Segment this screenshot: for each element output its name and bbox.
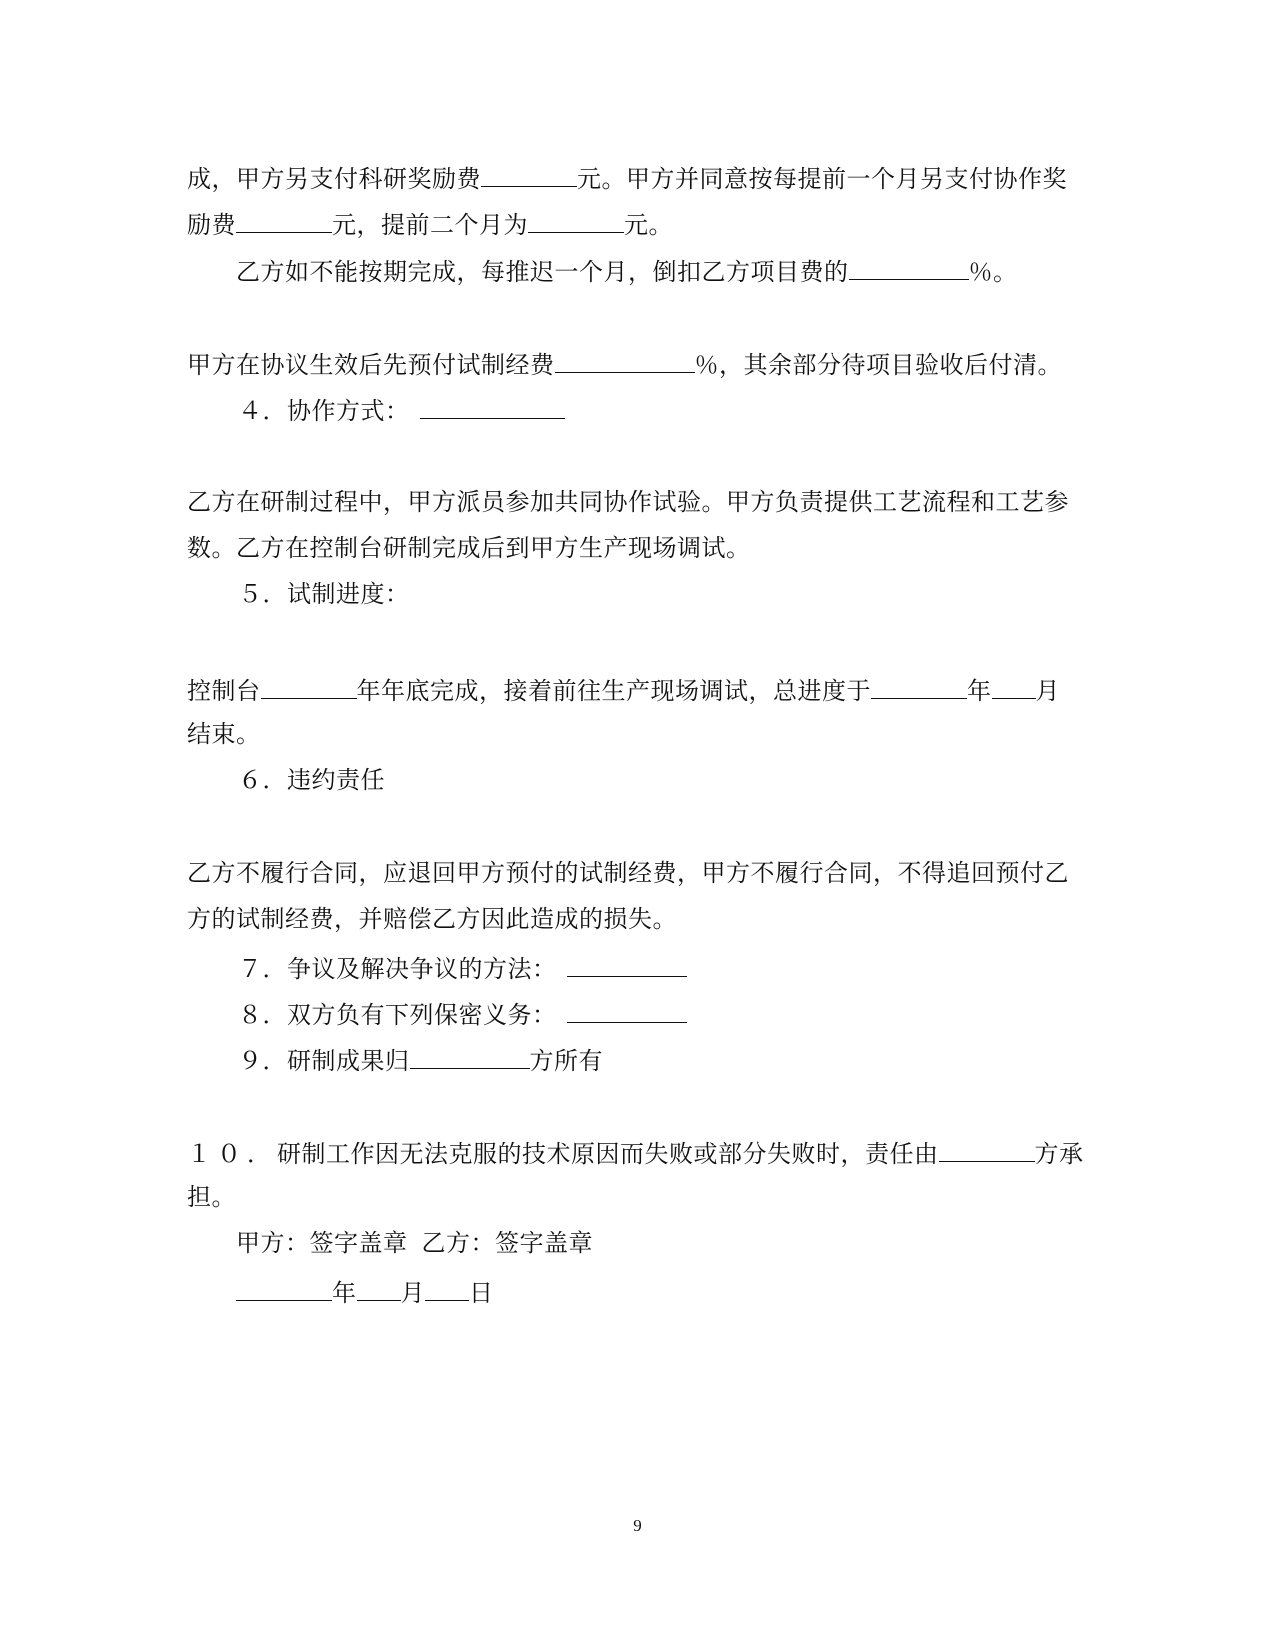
blank-field: [567, 996, 687, 1023]
blank-field: [481, 160, 577, 187]
section-title: 双方负有下列保密义务：: [287, 1001, 557, 1029]
text: 方承: [1034, 1140, 1084, 1168]
blank-field: [939, 1135, 1035, 1162]
blank-field: [555, 346, 695, 373]
text: 甲方在协议生效后先预付试制经费: [187, 351, 555, 379]
section-title: 争议及解决争议的方法：: [287, 955, 557, 983]
blank-field: [236, 1274, 332, 1301]
section-heading: [0, 1042, 1275, 1074]
blank-field: [425, 1274, 469, 1301]
blank-field: [992, 672, 1036, 699]
page-number: 9: [633, 1516, 642, 1535]
section-title: 违约责任: [287, 766, 385, 794]
paragraph-line: [0, 206, 1275, 238]
year-label: 年: [332, 1279, 357, 1307]
blank-field: [849, 253, 969, 280]
text: 元，提前二个月为: [332, 211, 528, 239]
text: 元。甲方并同意按每提前一个月另支付协作奖: [577, 165, 1067, 193]
paragraph-line: [0, 253, 1275, 285]
text: 乙方如不能按期完成，每推迟一个月，倒扣乙方项目费的: [236, 258, 849, 286]
section-heading: [0, 578, 1275, 610]
text: ％。: [968, 258, 1018, 286]
section-number: １０．: [187, 1140, 277, 1168]
paragraph-line: 数。乙方在控制台研制完成后到甲方生产现场调试。: [187, 534, 751, 562]
section-number: ７．: [238, 955, 287, 983]
blank-field: [420, 392, 565, 419]
section-heading: [0, 1135, 1275, 1167]
section-heading: [0, 392, 1275, 424]
paragraph-line: [0, 672, 1275, 704]
party-b-signature: 乙方：签字盖章: [421, 1229, 593, 1257]
paragraph-line: 方的试制经费，并赔偿乙方因此造成的损失。: [187, 905, 677, 933]
blank-field: [871, 672, 967, 699]
text: ％，其余部分待项目验收后付清。: [694, 351, 1062, 379]
text: 研制成果归: [287, 1047, 410, 1075]
paragraph-line: [0, 346, 1275, 378]
text: 元。: [624, 211, 673, 239]
text: 成，甲方另支付科研奖励费: [187, 165, 481, 193]
party-a-signature: 甲方：签字盖章: [236, 1229, 408, 1257]
blank-field: [567, 950, 687, 977]
section-number: ６．: [238, 766, 287, 794]
text: 方所有: [529, 1047, 603, 1075]
date-line: [0, 1274, 1275, 1306]
text: 控制台: [187, 677, 261, 705]
day-label: 日: [469, 1279, 494, 1307]
section-number: ５．: [238, 580, 287, 608]
section-heading: [0, 950, 1275, 982]
paragraph-line: 乙方不履行合同，应退回甲方预付的试制经费，甲方不履行合同，不得追回预付乙: [187, 859, 1069, 887]
text: 励费: [187, 211, 236, 239]
paragraph-line: 乙方在研制过程中，甲方派员参加共同协作试验。甲方负责提供工艺流程和工艺参: [187, 488, 1069, 516]
section-number: ４．: [238, 397, 287, 425]
blank-field: [357, 1274, 401, 1301]
section-title: 试制进度：: [287, 580, 410, 608]
section-number: ９．: [238, 1047, 287, 1075]
blank-field: [410, 1042, 530, 1069]
blank-field: [236, 206, 332, 233]
text: 月: [1035, 677, 1060, 705]
blank-field: [528, 206, 624, 233]
section-heading: [0, 996, 1275, 1028]
blank-field: [261, 672, 357, 699]
text: 年年底完成，接着前往生产现场调试，总进度于: [356, 677, 871, 705]
paragraph-line: [0, 160, 1275, 192]
paragraph-line: 担。: [187, 1183, 236, 1211]
signature-line: [0, 1227, 1275, 1259]
section-number: ８．: [238, 1001, 287, 1029]
paragraph-line: 结束。: [187, 720, 261, 748]
section-heading: [0, 764, 1275, 796]
text: 年: [967, 677, 992, 705]
month-label: 月: [400, 1279, 425, 1307]
text: 研制工作因无法克服的技术原因而失败或部分失败时，责任由: [277, 1140, 939, 1168]
section-title: 协作方式：: [287, 397, 410, 425]
